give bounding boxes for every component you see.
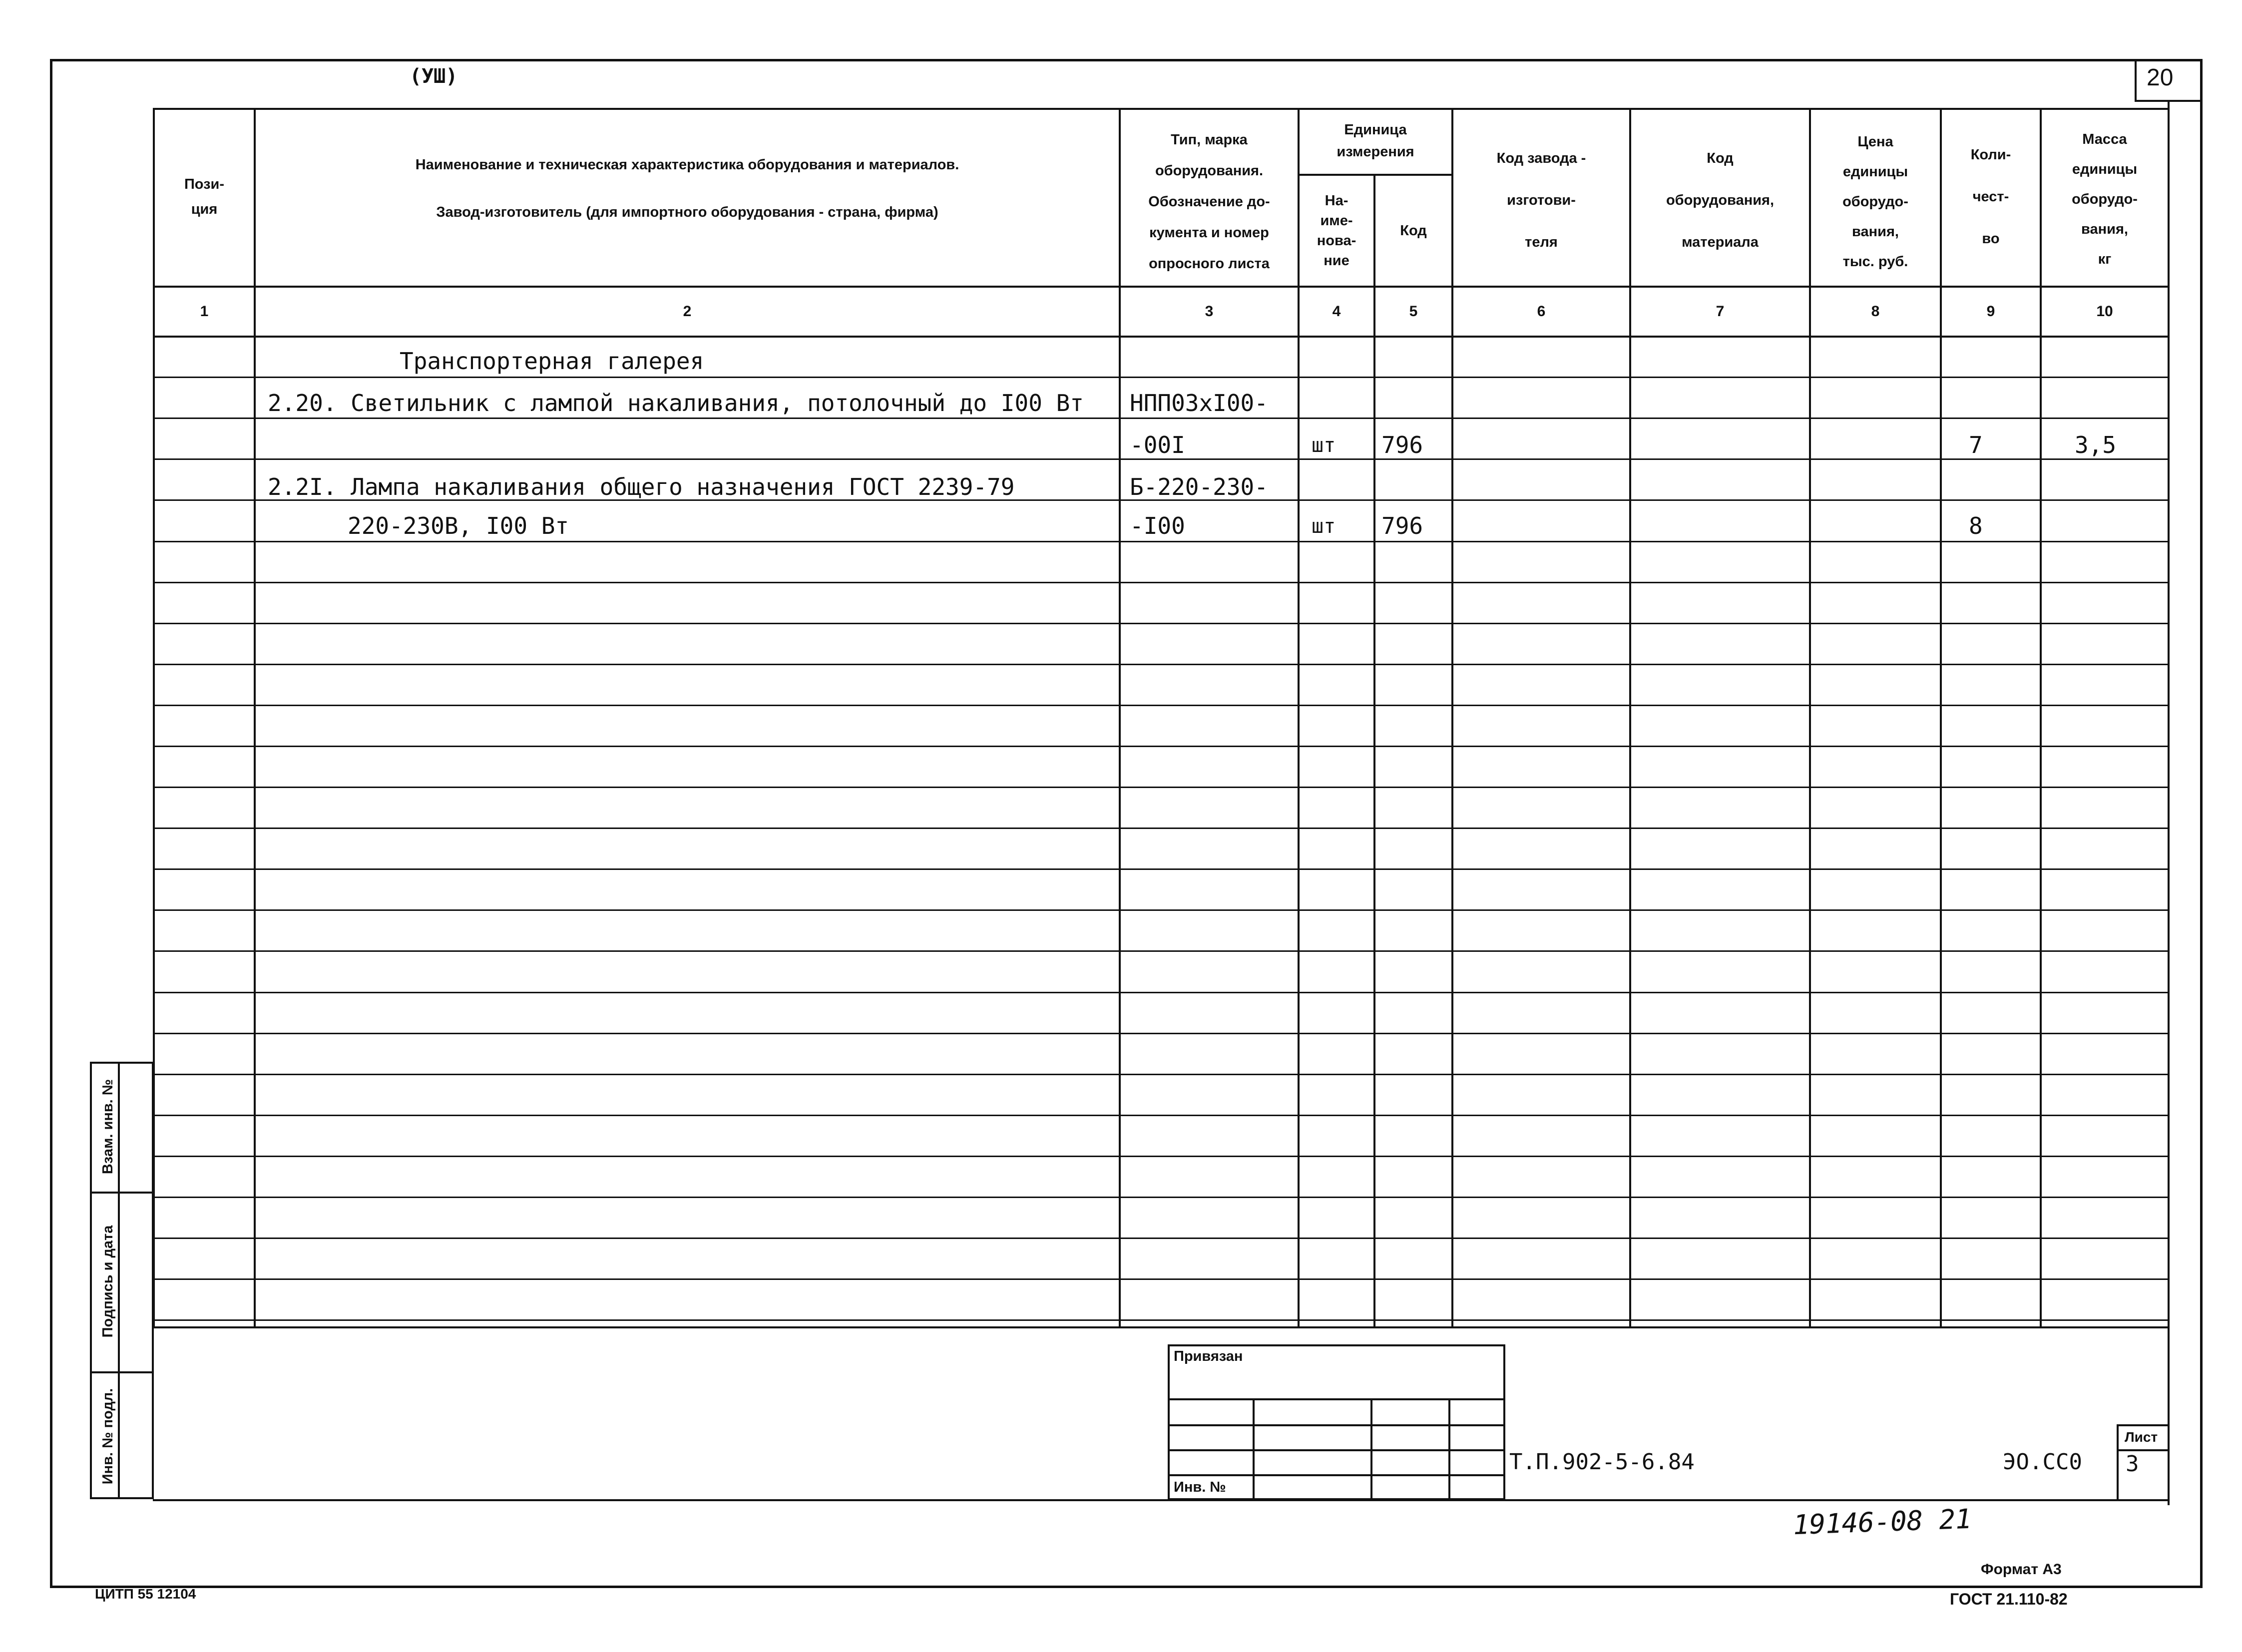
- row-line-23: [153, 1278, 2168, 1280]
- privyazan-vline-1: [1253, 1398, 1255, 1500]
- row-line-13: [153, 868, 2168, 870]
- row-line-17: [153, 1033, 2168, 1034]
- row-line-24: [153, 1319, 2168, 1321]
- privyazan-line-3: [1168, 1449, 1505, 1451]
- row-line-14: [153, 909, 2168, 911]
- row1-name: Транспортерная галерея: [400, 348, 704, 375]
- header-position: Пози- ция: [184, 176, 225, 217]
- row-line-10: [153, 746, 2168, 747]
- row-line-1: [153, 377, 2168, 378]
- header-unit-name: На- име- нова- ние: [1317, 193, 1356, 269]
- side-stamp-podpis: Подпись и дата: [100, 1225, 116, 1338]
- designation-number: Т.П.902-5-6.84: [1509, 1449, 1695, 1475]
- header-unit-code: Код: [1400, 223, 1427, 239]
- page-number: 20: [2147, 64, 2174, 91]
- colnum-10: 10: [2096, 303, 2113, 320]
- privyazan-box: [1168, 1344, 1505, 1500]
- row2-type: НПП03хI00-: [1130, 390, 1268, 416]
- row-line-3: [153, 458, 2168, 460]
- designation-top-line: [2117, 1424, 2168, 1426]
- row-line-5: [153, 541, 2168, 542]
- designation-sheet-divider: [2117, 1424, 2119, 1500]
- header-type: Тип, марка оборудования. Обозначение до- кумента и номер опросного листа: [1148, 132, 1270, 272]
- colnum-1: 1: [200, 303, 209, 320]
- side-stamp-vzam: Взам. инв. №: [100, 1079, 116, 1175]
- colnum-2: 2: [683, 303, 692, 320]
- row4-name: 2.2I. Лампа накаливания общего назначения ГОСТ 2239-79: [268, 473, 1015, 500]
- row5-name: 220-230В, I00 Вт: [348, 512, 569, 539]
- row-line-7: [153, 623, 2168, 624]
- sheet-inner-bottom-line: [153, 1499, 2168, 1501]
- row2-name: 2.20. Светильник с лампой накаливания, потолочный до I00 Вт: [268, 390, 1084, 416]
- row5-unit: шт: [1312, 515, 1336, 538]
- colnum-5: 5: [1409, 303, 1418, 320]
- colnum-8: 8: [1871, 303, 1880, 320]
- header-plant-code: Код завода - изготови- теля: [1496, 150, 1586, 250]
- privyazan-line-2: [1168, 1424, 1505, 1426]
- header-mass: Масса единицы оборудо- вания, кг: [2072, 131, 2138, 267]
- privyazan-vline-3: [1448, 1398, 1450, 1500]
- inv-no-label: Инв. №: [1174, 1479, 1226, 1495]
- row-line-20: [153, 1156, 2168, 1157]
- header-name-line1: Наименование и техническая характеристика оборудования и материалов.: [415, 157, 959, 173]
- row-line-11: [153, 787, 2168, 788]
- section-label: (УШ): [410, 65, 458, 88]
- row-line-19: [153, 1115, 2168, 1116]
- privyazan-line-1: [1168, 1398, 1505, 1400]
- header-name-line2: Завод-изготовитель (для импортного оборудования - страна, фирма): [436, 204, 938, 220]
- row5-qty: 8: [1969, 512, 1983, 539]
- row-line-16: [153, 992, 2168, 993]
- header-unit-group: Единица измерения: [1337, 122, 1414, 160]
- col-divider-4: [1373, 174, 1375, 1326]
- side-stamp-inv-podl: Инв. № подл.: [100, 1388, 116, 1485]
- row3-unit: шт: [1312, 434, 1336, 457]
- privyazan-label: Привязан: [1174, 1348, 1243, 1364]
- colnum-4: 4: [1332, 303, 1341, 320]
- handwritten-number: 19146-08 21: [1793, 1503, 1972, 1541]
- row5-type: -I00: [1130, 512, 1185, 539]
- row-line-18: [153, 1074, 2168, 1075]
- header-equipment-code: Код оборудования, материала: [1666, 150, 1775, 250]
- gost-label: ГОСТ 21.110-82: [1950, 1590, 2068, 1608]
- number-row-bottom-line: [153, 336, 2168, 338]
- table-top-border: [153, 108, 2168, 110]
- row3-code: 796: [1381, 431, 1423, 458]
- row3-qty: 7: [1969, 431, 1983, 458]
- colnum-7: 7: [1716, 303, 1725, 320]
- row-line-2: [153, 417, 2168, 419]
- sheet-label: Лист: [2125, 1429, 2158, 1445]
- row4-type: Б-220-230-: [1130, 473, 1268, 500]
- header-quantity: Коли- чест- во: [1970, 147, 2011, 247]
- privyazan-line-4: [1168, 1474, 1505, 1476]
- row-line-22: [153, 1238, 2168, 1239]
- row3-mass: 3,5: [2075, 431, 2117, 458]
- designation-sheet-mid: [2117, 1449, 2168, 1451]
- row-line-6: [153, 582, 2168, 583]
- sheet-value: 3: [2126, 1451, 2139, 1477]
- colnum-9: 9: [1986, 303, 1995, 320]
- row-line-21: [153, 1197, 2168, 1198]
- format-label: Формат А3: [1981, 1561, 2062, 1578]
- citp-label: ЦИТП 55 12104: [95, 1586, 196, 1602]
- row-line-12: [153, 827, 2168, 829]
- table-right-border: [2168, 102, 2170, 1505]
- row-line-8: [153, 664, 2168, 665]
- row3-type: -00I: [1130, 431, 1185, 458]
- row5-code: 796: [1381, 512, 1423, 539]
- colnum-6: 6: [1537, 303, 1546, 320]
- colnum-3: 3: [1205, 303, 1214, 320]
- privyazan-vline-2: [1370, 1398, 1372, 1500]
- row-line-15: [153, 950, 2168, 952]
- header-price: Цена единицы оборудо- вания, тыс. руб.: [1842, 134, 1908, 270]
- table-bottom-line: [153, 1326, 2168, 1328]
- row-line-9: [153, 705, 2168, 706]
- designation-code: ЭО.СС0: [2003, 1449, 2082, 1475]
